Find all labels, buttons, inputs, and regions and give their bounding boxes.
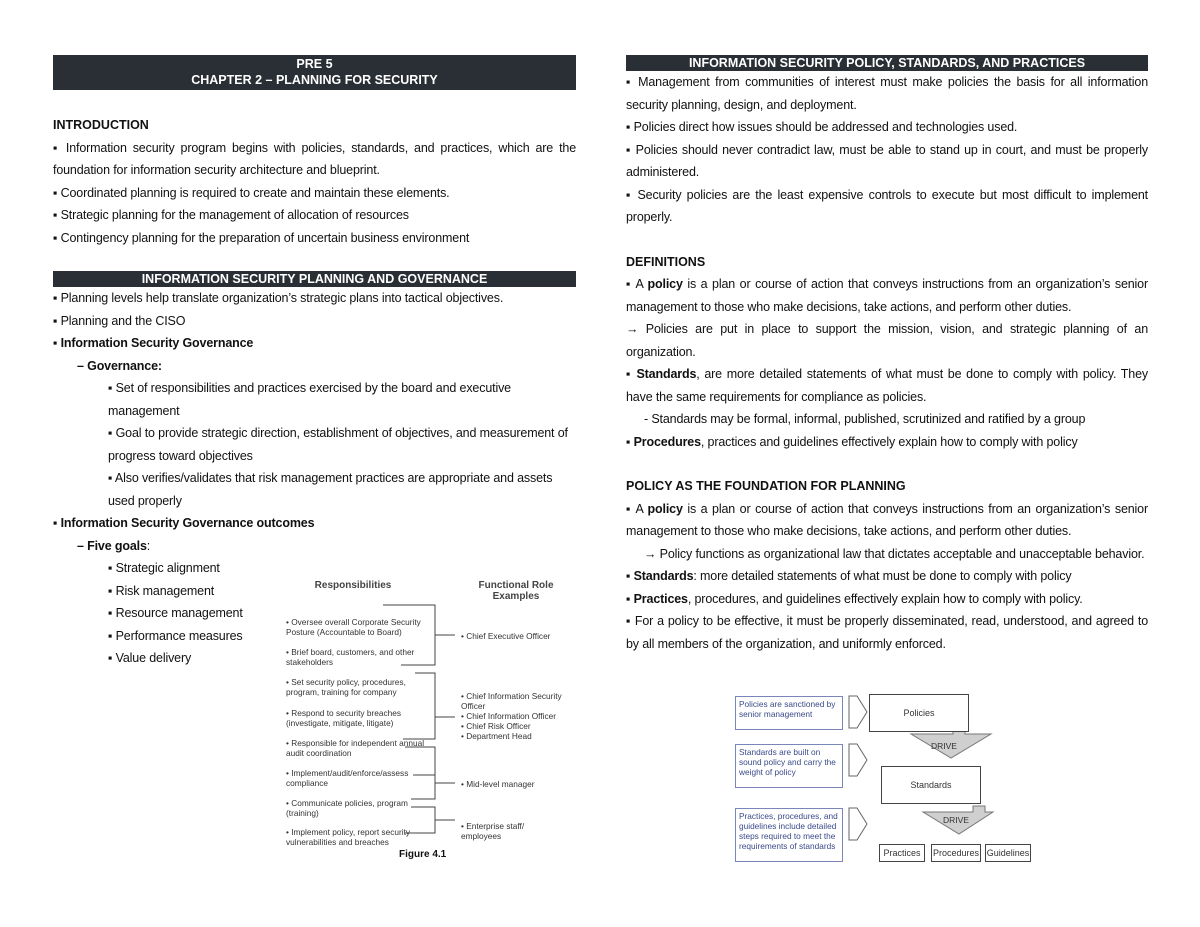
figure-4-1 xyxy=(283,577,573,867)
term-standards: Standards xyxy=(633,569,694,583)
introduction-heading: INTRODUCTION xyxy=(53,118,149,132)
note-practices: Practices, procedures, and guidelines include detailed steps required to meet the requirements of standards xyxy=(735,808,843,862)
definition-text: , are more detailed statements of what must be done to comply with policy. They have the same requirements for compliance as policies. xyxy=(626,367,1148,404)
foundation-practices xyxy=(626,588,1148,611)
definition-text: is a plan or course of action that conveys instructions from an organization’s senior management to those who make decisions, take actions, and perform other duties. xyxy=(626,277,1148,314)
responsibility-item: • Respond to security breaches (investigate, mitigate, litigate) xyxy=(286,708,401,728)
definition-policy xyxy=(626,273,1148,318)
responsibility-item: • Set security policy, procedures, program, training for company xyxy=(286,677,406,697)
policy-item: ▪ Security policies are the least expensive controls to execute but most difficult to implement properly. xyxy=(626,187,1148,224)
foundation-effective: ▪ For a policy to be effective, it must be properly disseminated, read, understood, and agreed to by all members of the organization, and uniformly enforced. xyxy=(626,614,1148,651)
drive-label: DRIVE xyxy=(943,815,969,825)
definition-text: , procedures, and guidelines effectively explain how to comply with policy. xyxy=(687,591,1083,606)
goal-item: ▪ Resource management xyxy=(108,606,243,620)
definitions-heading: DEFINITIONS xyxy=(626,254,706,269)
foundation-standards xyxy=(626,565,1148,588)
intro-item: ▪ Contingency planning for the preparation of uncertain business environment xyxy=(53,230,470,245)
definition-procedures xyxy=(626,431,1148,454)
five-goals-subheading xyxy=(53,535,576,558)
five-goals-label: – Five goals xyxy=(77,538,147,553)
functional-role-header: Functional Role Examples xyxy=(478,580,554,602)
responsibility-item: • Responsible for independent annual audit coordination xyxy=(286,738,425,758)
governance-subitem: ▪ Also verifies/validates that risk management practices are appropriate and assets used properly xyxy=(108,471,553,508)
responsibility-item: • Communicate policies, program (training) xyxy=(286,798,408,818)
foundation-arrow-note: → Policy functions as organizational law that dictates acceptable and unacceptable behavior. xyxy=(644,546,1145,561)
responsibilities-header: Responsibilities xyxy=(314,580,392,591)
role-item: • Chief Information Security Officer • Chief Information Officer • Chief Risk Officer • Department Head xyxy=(461,691,562,741)
bullet: ▪ xyxy=(626,367,637,381)
governance-header-band: INFORMATION SECURITY PLANNING AND GOVERNANCE xyxy=(53,271,576,287)
definition-standards xyxy=(626,363,1148,408)
intro-item: ▪ Coordinated planning is required to create and maintain these elements. xyxy=(53,185,450,200)
intro-item: ▪ Strategic planning for the management of allocation of resources xyxy=(53,208,409,222)
chapter-number: PRE 5 xyxy=(296,57,333,71)
goal-item: ▪ Value delivery xyxy=(108,651,192,665)
goal-item: ▪ Strategic alignment xyxy=(108,561,220,575)
drive-label: DRIVE xyxy=(931,741,957,751)
governance-item: ▪ Planning levels help translate organization’s strategic plans into tactical objectives. xyxy=(53,291,504,305)
policies-box: Policies xyxy=(869,694,969,732)
right-column xyxy=(626,55,1148,655)
policy-item: ▪ Policies should never contradict law, must be able to stand up in court, and must be properly administered. xyxy=(626,142,1148,179)
procedures-box: Procedures xyxy=(931,844,981,862)
term-standards: Standards xyxy=(636,367,697,381)
responsibility-item: • Implement/audit/enforce/assess compliance xyxy=(286,768,409,788)
term-practices: Practices xyxy=(633,591,688,606)
policy-hierarchy-figure xyxy=(733,688,1033,864)
governance-item: ▪ Planning and the CISO xyxy=(53,313,186,328)
term-policy: policy xyxy=(647,501,683,516)
governance-item: ▪ Information Security Governance outcomes xyxy=(53,516,315,530)
definition-standards-sub: - Standards may be formal, informal, published, scrutinized and ratified by a group xyxy=(644,412,1086,426)
guidelines-box: Guidelines xyxy=(985,844,1031,862)
intro-item: ▪ Information security program begins with policies, standards, and practices, which are the foundation for information security architecture and blueprint. xyxy=(53,140,576,177)
bullet: ▪ xyxy=(626,569,634,583)
figure-caption: Figure 4.1 xyxy=(399,849,447,860)
goal-item: ▪ Risk management xyxy=(108,583,215,598)
role-item: • Enterprise staff/ employees xyxy=(461,821,525,841)
term-procedures: Procedures xyxy=(633,434,701,449)
governance-subitem: ▪ Goal to provide strategic direction, establishment of objectives, and measurement of progress toward objectives xyxy=(108,426,568,463)
definition-text: , practices and guidelines effectively explain how to comply with policy xyxy=(700,434,1078,449)
role-item: • Chief Executive Officer xyxy=(461,631,551,641)
policy-header-band: INFORMATION SECURITY POLICY, STANDARDS, AND PRACTICES xyxy=(626,55,1148,71)
responsibility-item: • Implement policy, report security vulnerabilities and breaches xyxy=(286,827,411,847)
bullet: ▪ xyxy=(626,434,634,449)
standards-box: Standards xyxy=(881,766,981,804)
bullet: ▪ xyxy=(626,591,634,606)
chapter-title: CHAPTER 2 – PLANNING FOR SECURITY xyxy=(191,73,438,87)
five-goals-colon: : xyxy=(146,538,151,553)
goal-item: ▪ Performance measures xyxy=(108,628,243,643)
role-item: • Mid-level manager xyxy=(461,779,535,789)
governance-subheading: – Governance: xyxy=(77,358,162,373)
chapter-header-band xyxy=(53,55,576,90)
note-standards: Standards are built on sound policy and carry the weight of policy xyxy=(735,744,843,788)
definition-text: : more detailed statements of what must be done to comply with policy xyxy=(693,569,1072,583)
note-policies: Policies are sanctioned by senior management xyxy=(735,696,843,730)
bullet: ▪ A xyxy=(626,277,648,291)
governance-subitem: ▪ Set of responsibilities and practices exercised by the board and executive management xyxy=(108,381,511,418)
definition-arrow-note: → Policies are put in place to support the mission, vision, and strategic planning of an organization. xyxy=(626,322,1148,359)
foundation-policy xyxy=(626,498,1148,543)
policy-item: ▪ Policies direct how issues should be addressed and technologies used. xyxy=(626,120,1018,134)
definition-text: is a plan or course of action that conveys instructions from an organization’s senior management to those who make decisions, take actions, and perform other duties. xyxy=(626,501,1148,538)
policy-item: ▪ Management from communities of interest must make policies the basis for all information security planning, design, and deployment. xyxy=(626,75,1148,112)
governance-item: ▪ Information Security Governance xyxy=(53,336,254,350)
term-policy: policy xyxy=(647,277,683,291)
responsibility-item: • Brief board, customers, and other stakeholders xyxy=(286,647,415,667)
foundation-heading: POLICY AS THE FOUNDATION FOR PLANNING xyxy=(626,479,906,493)
responsibility-item: • Oversee overall Corporate Security Posture (Accountable to Board) xyxy=(286,617,421,637)
bullet: ▪ A xyxy=(626,501,648,516)
practices-box: Practices xyxy=(879,844,925,862)
